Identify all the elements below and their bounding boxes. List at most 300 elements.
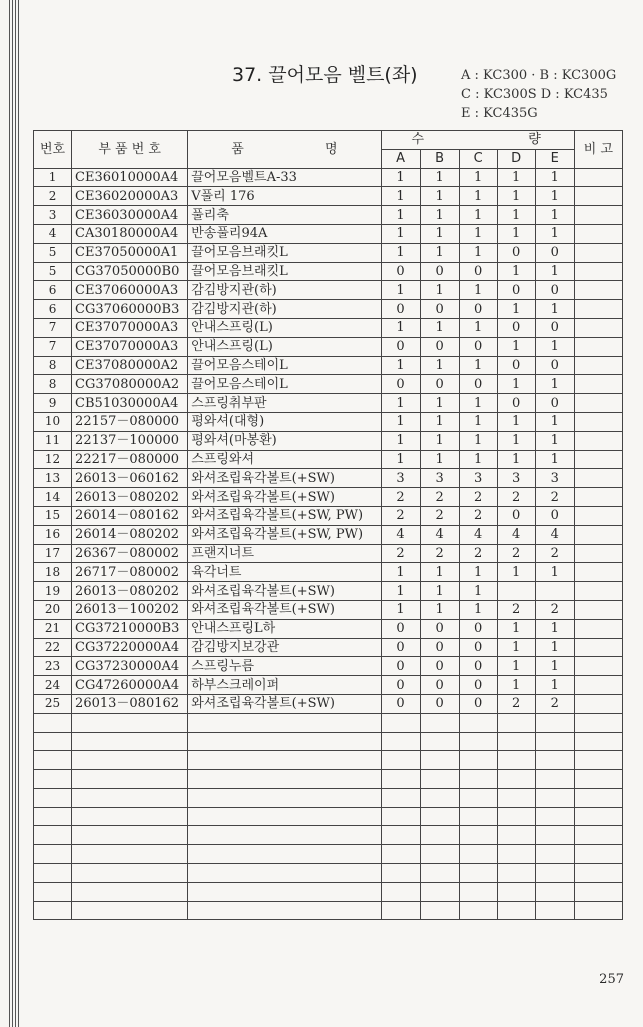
row-qty: 2 [459,544,497,563]
row-part-name: 안내스프링(L) [188,318,381,337]
row-part-name: 와셔조립육각볼트(+SW) [188,694,381,713]
row-qty: 1 [535,563,574,582]
binding-line-1 [9,0,10,1027]
row-qty: 0 [459,619,497,638]
header-name [188,131,381,169]
row-no: 14 [34,488,72,507]
row-part-name: 안내스프링(L) [188,337,381,356]
row-part-number: CG37050000B0 [72,262,188,281]
row-qty: 0 [497,243,535,262]
row-qty: 0 [459,657,497,676]
row-part-number: CE37060000A3 [72,281,188,300]
row-qty: 1 [535,300,574,319]
blank-cell [72,826,188,845]
table-row [34,318,623,337]
row-qty: 1 [381,168,420,187]
row-qty: 0 [381,638,420,657]
row-qty: 1 [420,356,459,375]
blank-cell [420,864,459,883]
row-qty: 3 [459,469,497,488]
row-part-number: 26013－080162 [72,694,188,713]
row-qty: 2 [459,506,497,525]
row-part-number: CE36010000A4 [72,168,188,187]
row-qty: 0 [535,506,574,525]
blank-cell [188,751,381,770]
row-qty: 2 [420,544,459,563]
blank-cell [72,864,188,883]
row-part-name: 평와셔(마봉환) [188,431,381,450]
row-qty: 1 [497,638,535,657]
page-title: 37. 끌어모음 벨트(좌) [232,64,418,86]
blank-cell [497,845,535,864]
row-no: 18 [34,563,72,582]
row-no: 6 [34,300,72,319]
header-col-d: D [497,149,535,168]
row-qty: 1 [381,224,420,243]
table-row [34,469,623,488]
model-legend-line: E : KC435G [461,106,538,121]
blank-cell [72,882,188,901]
row-qty: 1 [535,224,574,243]
row-qty: 1 [497,337,535,356]
row-part-name: 끌어모음브래킷L [188,262,381,281]
row-no: 22 [34,638,72,657]
blank-cell [574,882,622,901]
row-qty: 1 [381,600,420,619]
table-row [34,563,623,582]
table-row [34,638,623,657]
row-remark [574,168,622,187]
blank-cell [574,751,622,770]
row-qty: 1 [420,243,459,262]
blank-cell [381,864,420,883]
blank-cell [535,770,574,789]
row-no: 6 [34,281,72,300]
table-row [34,394,623,413]
header-col-a: A [381,149,420,168]
row-qty: 0 [381,262,420,281]
blank-cell [535,826,574,845]
row-qty: 1 [420,187,459,206]
blank-cell [72,788,188,807]
blank-row [34,713,623,732]
blank-cell [420,713,459,732]
row-qty: 4 [420,525,459,544]
blank-cell [381,826,420,845]
row-qty: 1 [497,375,535,394]
blank-cell [381,882,420,901]
blank-cell [34,770,72,789]
row-qty: 1 [535,638,574,657]
row-qty: 2 [381,488,420,507]
row-qty: 3 [381,469,420,488]
row-qty: 1 [535,337,574,356]
binding-line-3 [15,0,16,1027]
row-qty: 1 [381,582,420,601]
row-part-name: 감김방지관(하) [188,281,381,300]
row-part-number: CG37080000A2 [72,375,188,394]
blank-cell [34,788,72,807]
row-qty: 2 [381,506,420,525]
row-qty: 1 [459,600,497,619]
row-qty: 0 [535,243,574,262]
row-no: 7 [34,318,72,337]
blank-row [34,807,623,826]
row-part-number: CG37060000B3 [72,300,188,319]
row-qty: 0 [420,375,459,394]
row-qty: 4 [497,525,535,544]
header-part-no: 부 품 번 호 [72,131,188,169]
blank-cell [72,770,188,789]
blank-cell [420,882,459,901]
row-qty: 1 [381,394,420,413]
row-qty: 1 [420,412,459,431]
row-qty: 1 [535,375,574,394]
table-row [34,187,623,206]
row-qty: 0 [420,300,459,319]
row-part-name: 풀리축 [188,206,381,225]
row-no: 21 [34,619,72,638]
table-row [34,356,623,375]
row-part-number: 22137－100000 [72,431,188,450]
row-part-name: 평와셔(대형) [188,412,381,431]
row-qty: 1 [497,300,535,319]
row-qty: 0 [497,394,535,413]
row-remark [574,638,622,657]
blank-cell [420,770,459,789]
row-remark [574,224,622,243]
header-qty-1: 수 [411,132,425,148]
row-remark [574,619,622,638]
row-qty: 1 [459,563,497,582]
row-qty: 0 [420,337,459,356]
blank-cell [574,864,622,883]
header-col-b: B [420,149,459,168]
row-no: 13 [34,469,72,488]
binding-line-4 [18,0,19,1027]
row-remark [574,469,622,488]
blank-row [34,788,623,807]
row-part-number: CE36020000A3 [72,187,188,206]
row-remark [574,544,622,563]
blank-cell [381,770,420,789]
blank-cell [188,770,381,789]
blank-cell [459,751,497,770]
row-remark [574,300,622,319]
blank-cell [420,901,459,920]
row-qty: 1 [497,168,535,187]
table-row [34,582,623,601]
row-qty: 0 [420,638,459,657]
row-qty: 0 [459,638,497,657]
row-part-number: CE37070000A3 [72,337,188,356]
row-part-name: 감김방지보강관 [188,638,381,657]
row-qty: 1 [420,431,459,450]
row-qty: 1 [459,450,497,469]
header-quantity [381,131,574,150]
row-remark [574,525,622,544]
table-row [34,281,623,300]
row-part-name: V풀리 176 [188,187,381,206]
row-qty: 0 [420,657,459,676]
blank-cell [72,751,188,770]
row-remark [574,431,622,450]
blank-cell [188,788,381,807]
row-remark [574,206,622,225]
row-qty: 1 [535,619,574,638]
row-qty: 0 [420,694,459,713]
row-qty: 3 [497,469,535,488]
blank-cell [381,901,420,920]
model-legend-line: C : KC300S D : KC435 [461,87,608,102]
row-qty [497,582,535,601]
row-no: 12 [34,450,72,469]
row-part-number: 26013－080202 [72,488,188,507]
row-qty: 1 [459,394,497,413]
row-part-name: 프랜지너트 [188,544,381,563]
row-part-number: 22217－080000 [72,450,188,469]
blank-cell [381,807,420,826]
blank-cell [497,826,535,845]
table-row [34,206,623,225]
blank-cell [574,788,622,807]
blank-cell [497,864,535,883]
row-qty: 0 [497,356,535,375]
blank-cell [574,713,622,732]
row-part-number: CE36030000A4 [72,206,188,225]
row-qty: 1 [535,431,574,450]
blank-cell [34,751,72,770]
blank-cell [34,845,72,864]
row-part-name: 감김방지관(하) [188,300,381,319]
row-qty: 0 [497,281,535,300]
row-qty: 0 [381,375,420,394]
row-part-number: CA30180000A4 [72,224,188,243]
table-row [34,168,623,187]
row-part-number: 22157－080000 [72,412,188,431]
row-remark [574,281,622,300]
row-qty: 0 [459,694,497,713]
row-no: 7 [34,337,72,356]
row-qty: 1 [535,657,574,676]
row-qty: 0 [535,281,574,300]
row-remark [574,375,622,394]
row-part-name: 안내스프링L하 [188,619,381,638]
row-part-name: 와셔조립육각볼트(+SW, PW) [188,506,381,525]
blank-row [34,826,623,845]
row-no: 1 [34,168,72,187]
blank-cell [574,901,622,920]
row-qty: 0 [459,262,497,281]
blank-cell [188,732,381,751]
row-qty: 1 [497,262,535,281]
page-number: 257 [599,972,624,987]
row-qty: 1 [381,318,420,337]
row-part-number: 26367－080002 [72,544,188,563]
blank-cell [459,845,497,864]
blank-cell [188,807,381,826]
blank-cell [497,788,535,807]
row-qty: 2 [420,488,459,507]
blank-cell [381,732,420,751]
row-part-number: 26014－080202 [72,525,188,544]
row-qty: 1 [535,206,574,225]
table-row [34,243,623,262]
blank-cell [497,901,535,920]
row-qty: 1 [420,600,459,619]
blank-row [34,845,623,864]
blank-cell [459,770,497,789]
blank-cell [188,901,381,920]
row-qty: 0 [459,375,497,394]
row-qty: 1 [381,412,420,431]
row-no: 15 [34,506,72,525]
blank-cell [381,713,420,732]
row-qty: 0 [459,300,497,319]
row-qty: 1 [381,563,420,582]
row-qty: 3 [535,469,574,488]
header-remark: 비 고 [574,131,622,169]
row-qty: 0 [497,318,535,337]
row-qty: 1 [497,187,535,206]
header-qty-2: 량 [528,132,541,148]
blank-cell [535,807,574,826]
row-qty: 2 [497,544,535,563]
header-name-2: 명 [324,141,338,157]
table-row [34,488,623,507]
row-qty: 1 [420,394,459,413]
row-part-name: 와셔조립육각볼트(+SW, PW) [188,525,381,544]
row-part-name: 끌어모음브래킷L [188,243,381,262]
blank-row [34,901,623,920]
row-no: 8 [34,356,72,375]
row-qty: 1 [459,356,497,375]
blank-cell [535,713,574,732]
row-qty: 1 [420,563,459,582]
row-qty: 1 [535,450,574,469]
blank-cell [420,751,459,770]
row-remark [574,243,622,262]
row-qty: 0 [381,676,420,695]
blank-cell [188,826,381,845]
blank-cell [459,807,497,826]
blank-cell [34,732,72,751]
row-qty: 2 [497,600,535,619]
row-qty: 1 [459,582,497,601]
row-qty: 0 [459,337,497,356]
table-row [34,544,623,563]
row-qty: 1 [497,224,535,243]
blank-cell [535,864,574,883]
row-qty: 1 [535,187,574,206]
row-qty: 1 [459,431,497,450]
row-qty: 0 [381,300,420,319]
table-row [34,619,623,638]
row-qty: 2 [535,488,574,507]
blank-cell [535,901,574,920]
blank-cell [420,807,459,826]
blank-cell [574,807,622,826]
blank-cell [459,901,497,920]
row-qty: 1 [459,187,497,206]
blank-cell [34,864,72,883]
blank-cell [72,845,188,864]
table-row [34,300,623,319]
row-qty: 0 [535,394,574,413]
row-qty: 1 [535,676,574,695]
blank-cell [188,713,381,732]
row-qty: 1 [459,281,497,300]
row-qty: 0 [420,676,459,695]
blank-cell [574,770,622,789]
table-row [34,450,623,469]
row-qty [535,582,574,601]
blank-cell [535,732,574,751]
blank-cell [188,864,381,883]
table-row [34,657,623,676]
parts-table [33,130,623,920]
row-qty: 1 [535,262,574,281]
header-col-c: C [459,149,497,168]
row-qty: 1 [497,619,535,638]
blank-cell [535,751,574,770]
row-part-name: 하부스크레이퍼 [188,676,381,695]
binding-line-2 [12,0,13,1027]
row-qty: 1 [420,318,459,337]
row-qty: 1 [497,563,535,582]
row-qty: 1 [459,206,497,225]
blank-cell [381,845,420,864]
row-no: 9 [34,394,72,413]
row-part-number: 26014－080162 [72,506,188,525]
row-part-number: CB51030000A4 [72,394,188,413]
row-remark [574,488,622,507]
row-no: 19 [34,582,72,601]
row-remark [574,694,622,713]
row-qty: 1 [459,412,497,431]
row-part-name: 와셔조립육각볼트(+SW) [188,582,381,601]
row-qty: 1 [459,168,497,187]
row-qty: 1 [420,582,459,601]
row-part-number: CE37070000A3 [72,318,188,337]
row-qty: 1 [420,206,459,225]
row-qty: 2 [459,488,497,507]
blank-cell [188,882,381,901]
row-qty: 2 [535,600,574,619]
blank-cell [420,732,459,751]
table-row [34,525,623,544]
row-part-number: CG37210000B3 [72,619,188,638]
row-qty: 1 [535,412,574,431]
row-no: 5 [34,262,72,281]
blank-cell [34,882,72,901]
row-no: 25 [34,694,72,713]
blank-cell [535,788,574,807]
table-row [34,224,623,243]
row-no: 11 [34,431,72,450]
row-part-name: 반송풀리94A [188,224,381,243]
row-qty: 0 [497,506,535,525]
row-qty: 1 [381,450,420,469]
row-qty: 0 [381,657,420,676]
row-qty: 2 [535,544,574,563]
row-qty: 2 [497,694,535,713]
row-qty: 3 [420,469,459,488]
row-qty: 1 [381,206,420,225]
row-qty: 1 [459,243,497,262]
row-qty: 0 [381,619,420,638]
blank-cell [420,826,459,845]
